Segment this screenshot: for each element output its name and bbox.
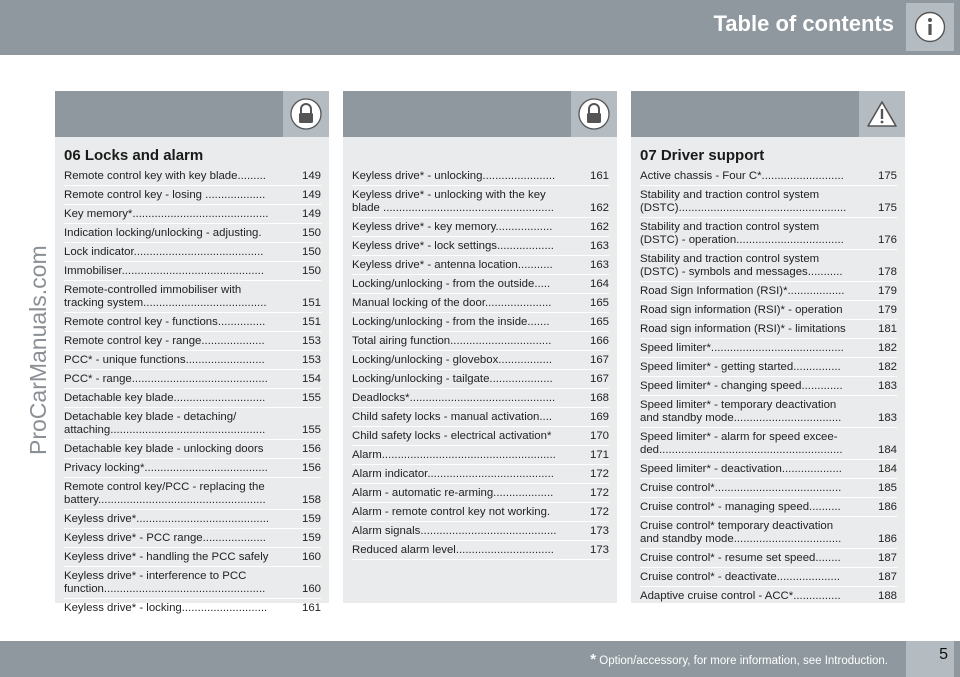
toc-entry-title: Active chassis - Four C*.......................... — [640, 170, 844, 182]
toc-entry[interactable] — [352, 370, 609, 389]
info-icon-box — [906, 3, 954, 51]
site-watermark: ProCarManuals.com — [25, 245, 51, 455]
toc-entry[interactable] — [352, 313, 609, 332]
toc-entry-title: Locking/unlocking - glovebox................. — [352, 354, 553, 366]
toc-entry-title: Road sign information (RSI)* - limitations — [640, 323, 846, 335]
toc-entry-page: 150 — [301, 265, 321, 277]
toc-entry[interactable] — [64, 567, 321, 599]
toc-entry-page: 173 — [589, 525, 609, 537]
toc-entry[interactable] — [352, 541, 609, 560]
toc-entry-title: Stability and traction control system (DSTC) - symbols and messages........... — [640, 253, 843, 278]
toc-entry-title: Cruise control* temporary deactivation and standby mode.................................. — [640, 520, 842, 545]
toc-entry-page: 183 — [877, 412, 897, 424]
toc-entry[interactable] — [352, 503, 609, 522]
toc-entry[interactable] — [64, 478, 321, 510]
toc-entry-title: Locking/unlocking - from the inside....... — [352, 316, 550, 328]
toc-entry[interactable] — [64, 599, 321, 618]
toc-entry-title: Keyless drive* - lock settings.................. — [352, 240, 554, 252]
toc-entry-page: 160 — [301, 583, 321, 595]
toc-entry-title: Stability and traction control system (DSTC)..................................................... — [640, 189, 847, 214]
toc-entry-title: Keyless drive* - antenna location........... — [352, 259, 553, 271]
toc-entry[interactable] — [640, 377, 897, 396]
toc-entry-title: Alarm signals........................................... — [352, 525, 557, 537]
toc-entry[interactable] — [640, 587, 897, 606]
toc-entry[interactable] — [352, 186, 609, 218]
toc-entry-page: 163 — [589, 240, 609, 252]
lock-icon — [289, 97, 323, 131]
toc-entry[interactable] — [64, 167, 321, 186]
footer-bar — [0, 641, 960, 677]
toc-entry-page: 169 — [589, 411, 609, 423]
toc-entry-title: PCC* - unique functions......................... — [64, 354, 265, 366]
toc-entry[interactable] — [64, 262, 321, 281]
info-icon — [913, 10, 947, 44]
column-icon-box — [571, 91, 617, 137]
toc-entry[interactable] — [352, 294, 609, 313]
column-icon-box — [283, 91, 329, 137]
toc-entry[interactable] — [640, 479, 897, 498]
toc-entry-page: 161 — [589, 170, 609, 182]
toc-entry-title: Indication locking/unlocking - adjusting. — [64, 227, 262, 239]
toc-entry-page: 186 — [877, 501, 897, 513]
toc-entry-title: Detachable key blade............................. — [64, 392, 266, 404]
toc-entry-page: 176 — [877, 234, 897, 246]
column-icon-box — [859, 91, 905, 137]
page-title: Table of contents — [713, 11, 894, 36]
toc-entry-page: 156 — [301, 462, 321, 474]
toc-entry-title: Remote control key - losing ................... — [64, 189, 266, 201]
toc-entry-page: 185 — [877, 482, 897, 494]
toc-entry[interactable] — [64, 224, 321, 243]
toc-entry[interactable] — [640, 549, 897, 568]
toc-entry-page: 162 — [589, 202, 609, 214]
toc-entry-list — [64, 167, 321, 618]
toc-entry-page: 149 — [301, 189, 321, 201]
toc-entry-title: Keyless drive* - key memory.................. — [352, 221, 553, 233]
toc-entry-title: Speed limiter* - alarm for speed excee- ded.......................................................... — [640, 431, 843, 456]
toc-entry[interactable] — [352, 351, 609, 370]
toc-entry[interactable] — [640, 301, 897, 320]
toc-entry[interactable] — [640, 568, 897, 587]
toc-entry-title: Remote control key - functions............... — [64, 316, 266, 328]
toc-entry[interactable] — [640, 339, 897, 358]
toc-entry-title: Keyless drive* - unlocking with the key blade ...................................................... — [352, 189, 554, 214]
toc-entry[interactable] — [640, 282, 897, 301]
toc-entry-title: Detachable key blade - unlocking doors — [64, 443, 264, 455]
page-number: 5 — [939, 646, 948, 663]
toc-entry-page: 153 — [301, 335, 321, 347]
toc-entry-title: Child safety locks - manual activation.... — [352, 411, 553, 423]
toc-entry-page: 167 — [589, 354, 609, 366]
toc-entry[interactable] — [64, 510, 321, 529]
toc-entry-title: Remote control key - range.................... — [64, 335, 265, 347]
toc-entry[interactable] — [352, 167, 609, 186]
section-title: 06 Locks and alarm — [64, 147, 204, 164]
toc-entry[interactable] — [352, 237, 609, 256]
toc-entry[interactable] — [64, 205, 321, 224]
toc-entry-page: 171 — [589, 449, 609, 461]
toc-entry-title: Locking/unlocking - tailgate.................... — [352, 373, 553, 385]
toc-entry-title: Remote control key/PCC - replacing the battery..................................................... — [64, 481, 266, 506]
toc-entry[interactable] — [640, 498, 897, 517]
toc-entry-page: 159 — [301, 532, 321, 544]
toc-entry-title: Cruise control* - resume set speed........ — [640, 552, 841, 564]
toc-entry[interactable] — [640, 460, 897, 479]
header-bar — [0, 0, 960, 55]
toc-entry-page: 154 — [301, 373, 321, 385]
toc-entry-title: Keyless drive* - handling the PCC safely — [64, 551, 269, 563]
toc-entry-title: Cruise control* - deactivate.................... — [640, 571, 841, 583]
warning-triangle-icon — [865, 97, 899, 131]
toc-entry-title: Speed limiter*.......................................... — [640, 342, 844, 354]
toc-entry-page: 150 — [301, 246, 321, 258]
toc-entry-page: 179 — [877, 285, 897, 297]
toc-entry-title: Stability and traction control system (DSTC) - operation.................................. — [640, 221, 844, 246]
toc-entry[interactable] — [64, 440, 321, 459]
toc-entry[interactable] — [640, 358, 897, 377]
toc-entry-page: 151 — [301, 297, 321, 309]
toc-entry-page: 164 — [589, 278, 609, 290]
toc-entry-page: 155 — [301, 424, 321, 436]
toc-entry-page: 182 — [877, 361, 897, 373]
toc-entry-title: Remote control key with key blade......... — [64, 170, 266, 182]
toc-entry-list — [352, 167, 609, 560]
toc-entry-page: 188 — [877, 590, 897, 602]
toc-entry[interactable] — [640, 517, 897, 549]
toc-entry-title: Alarm indicator........................................ — [352, 468, 554, 480]
toc-entry-title: Immobiliser............................................. — [64, 265, 265, 277]
toc-entry-title: Speed limiter* - temporary deactivation and standby mode.................................. — [640, 399, 842, 424]
toc-entry[interactable] — [640, 167, 897, 186]
toc-entry[interactable] — [64, 332, 321, 351]
toc-entry-title: Remote-controlled immobiliser with tracking system....................................... — [64, 284, 267, 309]
toc-entry[interactable] — [64, 408, 321, 440]
toc-entry[interactable] — [64, 313, 321, 332]
toc-entry[interactable] — [64, 351, 321, 370]
toc-entry-page: 173 — [589, 544, 609, 556]
toc-entry-page: 150 — [301, 227, 321, 239]
toc-entry-page: 165 — [589, 316, 609, 328]
toc-entry-title: Keyless drive* - locking........................... — [64, 602, 268, 614]
toc-entry-page: 155 — [301, 392, 321, 404]
toc-entry-title: Keyless drive* - interference to PCC function................................................... — [64, 570, 266, 595]
toc-entry-page: 161 — [301, 602, 321, 614]
toc-entry-page: 184 — [877, 463, 897, 475]
toc-entry-title: Lock indicator......................................... — [64, 246, 264, 258]
toc-entry-title: Road Sign Information (RSI)*.................. — [640, 285, 845, 297]
toc-entry[interactable] — [352, 256, 609, 275]
toc-entry-page: 175 — [877, 202, 897, 214]
toc-entry-title: Keyless drive* - PCC range.................... — [64, 532, 266, 544]
toc-entry-title: Key memory*........................................... — [64, 208, 269, 220]
toc-entry[interactable] — [64, 459, 321, 478]
toc-entry[interactable] — [64, 370, 321, 389]
toc-entry-list — [640, 167, 897, 606]
footnote — [590, 651, 888, 668]
toc-entry[interactable] — [352, 218, 609, 237]
toc-entry[interactable] — [64, 281, 321, 313]
toc-entry-page: 166 — [589, 335, 609, 347]
toc-entry-page: 167 — [589, 373, 609, 385]
toc-entry-title: Alarm....................................................... — [352, 449, 556, 461]
toc-entry[interactable] — [640, 186, 897, 218]
toc-column-locks-and-alarm — [55, 91, 329, 614]
toc-entry[interactable] — [352, 484, 609, 503]
toc-entry-title: Speed limiter* - deactivation................... — [640, 463, 842, 475]
footnote-text: Option/accessory, for more information, see Introduction. — [599, 655, 888, 667]
toc-entry-page: 184 — [877, 444, 897, 456]
toc-entry-page: 159 — [301, 513, 321, 525]
toc-entry[interactable] — [640, 320, 897, 339]
toc-entry[interactable] — [64, 186, 321, 205]
toc-entry[interactable] — [640, 396, 897, 428]
toc-entry-page: 172 — [589, 487, 609, 499]
toc-entry-page: 187 — [877, 571, 897, 583]
toc-entry[interactable] — [352, 389, 609, 408]
toc-entry-page: 158 — [301, 494, 321, 506]
toc-entry-page: 149 — [301, 208, 321, 220]
lock-icon — [577, 97, 611, 131]
column-header — [55, 91, 329, 137]
toc-entry[interactable] — [640, 218, 897, 250]
toc-entry[interactable] — [640, 428, 897, 460]
toc-entry-title: Speed limiter* - getting started............... — [640, 361, 841, 373]
toc-entry-page: 172 — [589, 506, 609, 518]
toc-entry-page: 163 — [589, 259, 609, 271]
toc-entry-title: Child safety locks - electrical activation* — [352, 430, 552, 442]
toc-entry-title: Detachable key blade - detaching/ attaching................................................. — [64, 411, 266, 436]
toc-entry-page: 149 — [301, 170, 321, 182]
toc-entry[interactable] — [352, 408, 609, 427]
toc-column-driver-support — [631, 91, 905, 603]
toc-entry-title: Keyless drive* - unlocking....................... — [352, 170, 556, 182]
footnote-star: * — [590, 651, 597, 668]
toc-entry-title: Cruise control*........................................ — [640, 482, 842, 494]
toc-entry-page: 183 — [877, 380, 897, 392]
toc-column-locks-and-alarm-continued — [343, 91, 617, 603]
toc-entry-title: Speed limiter* - changing speed............. — [640, 380, 843, 392]
toc-entry-page: 179 — [877, 304, 897, 316]
toc-entry-page: 187 — [877, 552, 897, 564]
toc-entry-title: PCC* - range........................................... — [64, 373, 268, 385]
toc-entry-page: 175 — [877, 170, 897, 182]
toc-entry[interactable] — [64, 389, 321, 408]
toc-entry-title: Total airing function................................ — [352, 335, 552, 347]
toc-entry[interactable] — [352, 446, 609, 465]
toc-entry-page: 153 — [301, 354, 321, 366]
toc-entry[interactable] — [352, 465, 609, 484]
toc-entry[interactable] — [352, 332, 609, 351]
toc-entry-title: Locking/unlocking - from the outside..... — [352, 278, 551, 290]
column-header — [631, 91, 905, 137]
toc-entry-page: 165 — [589, 297, 609, 309]
toc-entry-title: Alarm - remote control key not working. — [352, 506, 551, 518]
toc-entry-page: 162 — [589, 221, 609, 233]
toc-entry-title: Manual locking of the door..................... — [352, 297, 552, 309]
toc-entry-page: 182 — [877, 342, 897, 354]
toc-entry-page: 170 — [589, 430, 609, 442]
toc-entry-page: 168 — [589, 392, 609, 404]
toc-entry-title: Keyless drive*.......................................... — [64, 513, 270, 525]
toc-entry-page: 151 — [301, 316, 321, 328]
toc-entry[interactable] — [64, 529, 321, 548]
toc-entry-title: Alarm - automatic re-arming................... — [352, 487, 554, 499]
section-title: 07 Driver support — [640, 147, 765, 164]
toc-entry-page: 172 — [589, 468, 609, 480]
toc-entry-page: 186 — [877, 533, 897, 545]
toc-entry-title: Deadlocks*.............................................. — [352, 392, 556, 404]
toc-entry-page: 181 — [877, 323, 897, 335]
toc-entry[interactable] — [352, 427, 609, 446]
toc-entry-page: 178 — [877, 266, 897, 278]
toc-entry[interactable] — [352, 275, 609, 294]
toc-entry-title: Reduced alarm level............................... — [352, 544, 554, 556]
toc-entry-title: Adaptive cruise control - ACC*............... — [640, 590, 841, 602]
toc-entry[interactable] — [352, 522, 609, 541]
column-header — [343, 91, 617, 137]
toc-entry-page: 160 — [301, 551, 321, 563]
toc-entry[interactable] — [640, 250, 897, 282]
toc-entry-title: Road sign information (RSI)* - operation — [640, 304, 843, 316]
toc-entry-title: Cruise control* - managing speed.......... — [640, 501, 841, 513]
toc-entry-page: 156 — [301, 443, 321, 455]
toc-entry[interactable] — [64, 243, 321, 262]
toc-entry-title: Privacy locking*....................................... — [64, 462, 268, 474]
toc-entry[interactable] — [64, 548, 321, 567]
